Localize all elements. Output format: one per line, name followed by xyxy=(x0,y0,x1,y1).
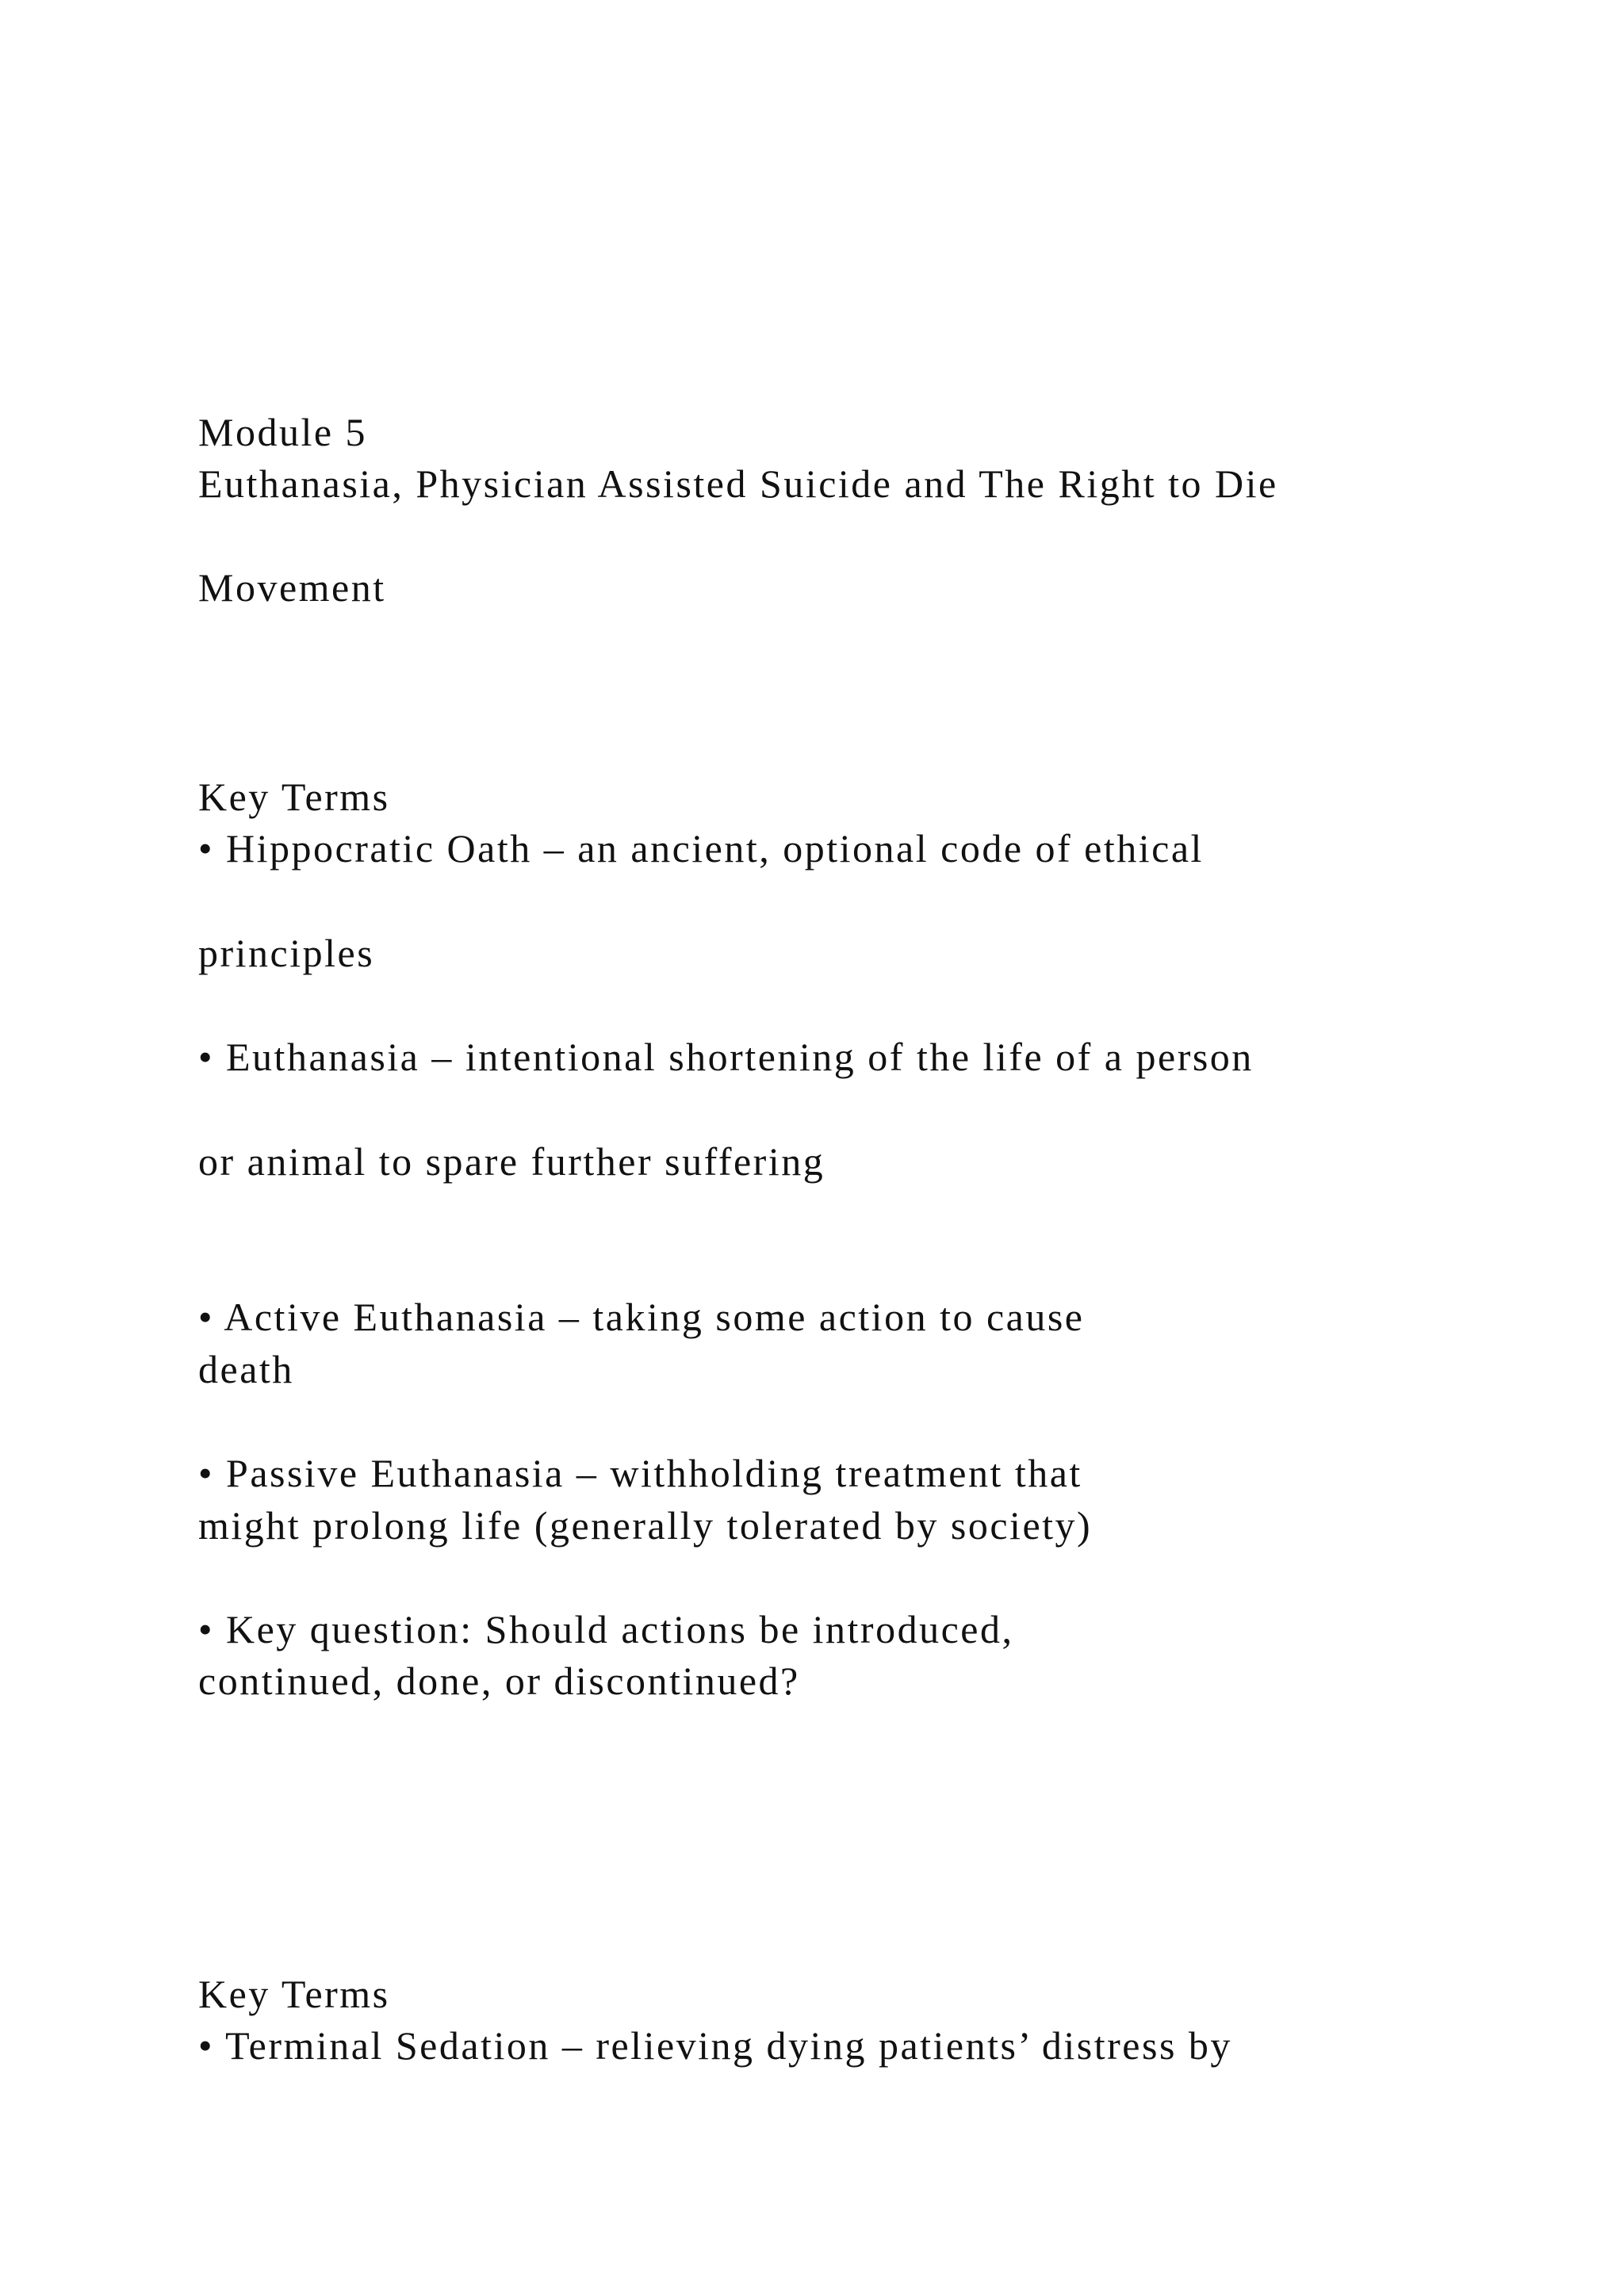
term-active-euthanasia-continued: death xyxy=(198,1347,294,1391)
key-question: • Key question: Should actions be introduced, xyxy=(198,1607,1014,1651)
term-hippocratic-oath-continued: principles xyxy=(198,931,375,975)
document-title-line-1: Euthanasia, Physician Assisted Suicide and The Right to Die xyxy=(198,461,1278,506)
term-passive-euthanasia: • Passive Euthanasia – withholding treatment that xyxy=(198,1451,1082,1495)
term-euthanasia: • Euthanasia – intentional shortening of the life of a person xyxy=(198,1035,1254,1079)
term-hippocratic-oath: • Hippocratic Oath – an ancient, optional code of ethical xyxy=(198,826,1204,871)
document-title-line-2: Movement xyxy=(198,565,386,610)
section-heading-key-terms-2: Key Terms xyxy=(198,1972,390,2016)
term-terminal-sedation: • Terminal Sedation – relieving dying patients’ distress by xyxy=(198,2023,1232,2068)
module-title: Module 5 xyxy=(198,410,368,454)
term-active-euthanasia: • Active Euthanasia – taking some action to cause xyxy=(198,1295,1085,1339)
term-passive-euthanasia-continued: might prolong life (generally tolerated by society) xyxy=(198,1503,1093,1548)
term-euthanasia-continued: or animal to spare further suffering xyxy=(198,1139,825,1184)
section-heading-key-terms: Key Terms xyxy=(198,775,390,819)
key-question-continued: continued, done, or discontinued? xyxy=(198,1659,800,1703)
